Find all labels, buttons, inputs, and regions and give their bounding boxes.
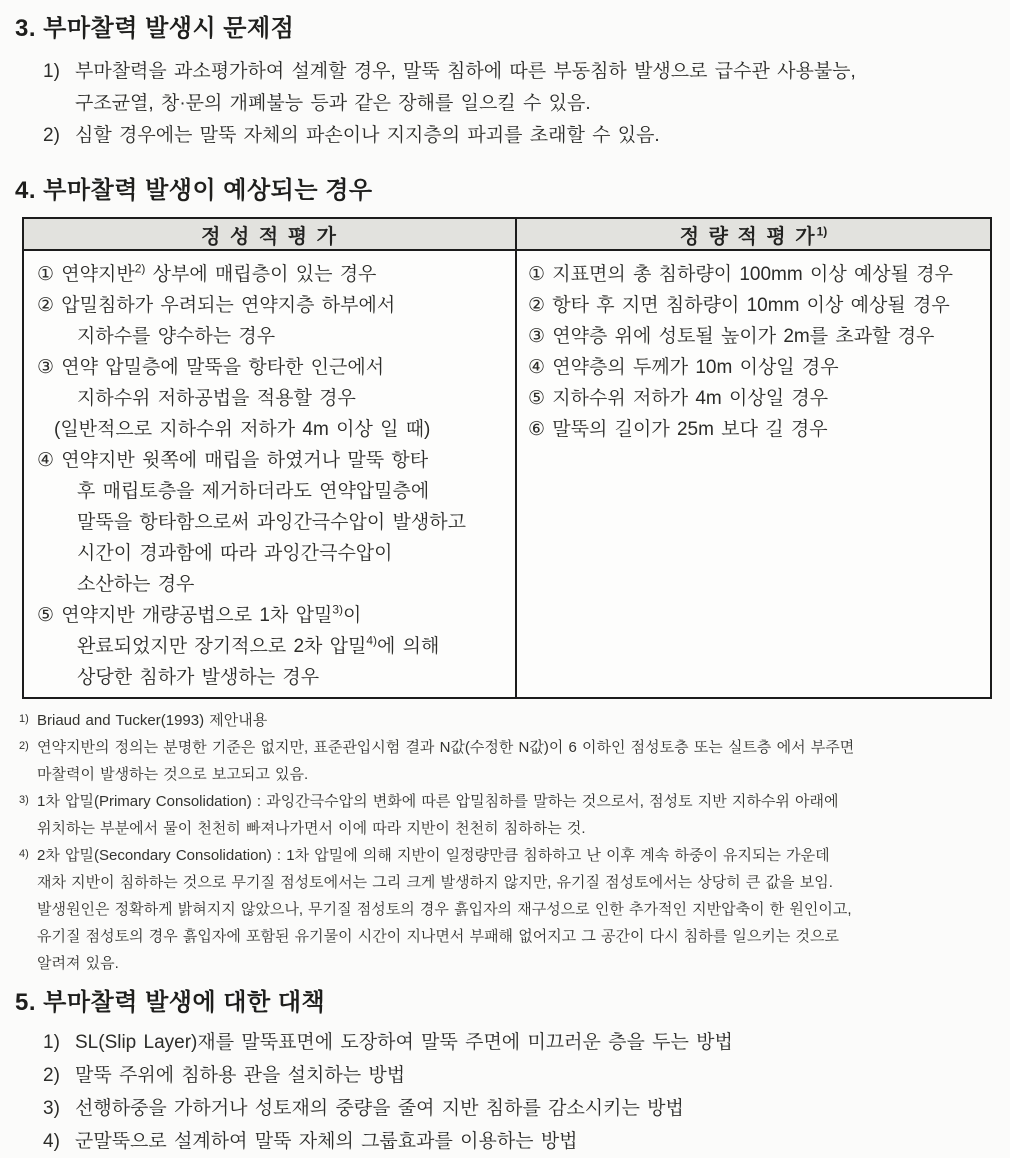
footnote-text: 재차 지반이 침하하는 것으로 무기질 점성토에서는 그리 크게 발생하지 않지만, 유기질 점성토에서는 상당히 큰 값을 보임. — [37, 874, 833, 891]
section-4-heading: 4. 부마찰력 발생이 예상되는 경우 — [15, 177, 373, 204]
table-row: 완료되었지만 장기적으로 2차 압밀$^{4)}$에 의해 — [77, 633, 440, 657]
footnote-line — [15, 842, 992, 869]
table-row: ① 연약지반$^{2)}$ 상부에 매립층이 있는 경우 — [37, 261, 377, 285]
line-marker: 4) — [43, 1131, 60, 1152]
line-text: 군말뚝으로 설계하여 말뚝 자체의 그룹효과를 이용하는 방법 — [75, 1131, 578, 1152]
quantitative-evaluation-header: 정 량 적 평 가$^{1)}$ — [516, 218, 991, 250]
table-row: ⑥ 말뚝의 길이가 25m 보다 길 경우 — [528, 419, 828, 440]
footnote-text: 연약지반의 정의는 분명한 기준은 없지만, 표준관입시험 결과 N값(수정한 N값)이 6 이하인 점성토층 또는 실트층 에서 부주면 — [37, 739, 855, 756]
line-marker: 1) — [43, 61, 60, 82]
footnote-line — [15, 896, 992, 923]
footnote-line — [15, 950, 992, 977]
footnote-text: 1차 압밀(Primary Consolidation) : 과잉간극수압의 변화에 따른 압밀침하를 말하는 것으로서, 점성토 지반 지하수위 아래에 — [37, 793, 839, 810]
table-row: ② 항타 후 지면 침하량이 10mm 이상 예상될 경우 — [528, 295, 950, 316]
section-3-list — [15, 56, 992, 152]
quantitative-evaluation-cell — [516, 250, 991, 698]
table-row: 후 매립토층을 제거하더라도 연약압밀층에 — [77, 481, 430, 502]
footnote-marker: 2) — [19, 740, 29, 752]
list-line — [15, 1092, 992, 1125]
table-row: ② 압밀침하가 우려되는 연약지층 하부에서 — [37, 295, 396, 316]
line-marker: 2) — [43, 125, 60, 146]
section-5-list — [15, 1026, 992, 1158]
footnote-line — [15, 923, 992, 950]
table-header-row — [23, 218, 991, 250]
list-line — [15, 56, 992, 88]
footnote-line — [15, 788, 992, 815]
list-line — [15, 1059, 992, 1092]
line-marker: 1) — [43, 1032, 60, 1053]
footnote-text: 발생원인은 정확하게 밝혀지지 않았으나, 무기질 점성토의 경우 흙입자의 재구성으로 인한 추가적인 지반압축이 한 원인이고, — [37, 901, 852, 918]
footnote-text: Briaud and Tucker(1993) 제안내용 — [37, 712, 268, 729]
footnote-line — [15, 869, 992, 896]
table-row: 지하수위 저하공법을 적용할 경우 — [77, 388, 356, 409]
table-row: ① 지표면의 총 침하량이 100mm 이상 예상될 경우 — [528, 264, 954, 285]
line-text: 구조균열, 창·문의 개폐불능 등과 같은 장해를 일으킬 수 있음. — [75, 93, 591, 114]
line-text: 심할 경우에는 말뚝 자체의 파손이나 지지층의 파괴를 초래할 수 있음. — [75, 125, 660, 146]
line-text: 부마찰력을 과소평가하여 설계할 경우, 말뚝 침하에 따른 부동침하 발생으로 급수관 사용불능, — [75, 61, 856, 82]
table-row: 시간이 경과함에 따라 과잉간극수압이 — [77, 543, 393, 564]
footnote-marker: 3) — [19, 794, 29, 806]
footnote-line — [15, 761, 992, 788]
list-line — [15, 88, 992, 120]
table-row: ④ 연약층의 두께가 10m 이상일 경우 — [528, 357, 839, 378]
table-row: 소산하는 경우 — [77, 574, 195, 595]
qualitative-items — [24, 251, 515, 697]
table-row: ⑤ 연약지반 개량공법으로 1차 압밀$^{3)}$이 — [37, 602, 362, 626]
footnote-text: 마찰력이 발생하는 것으로 보고되고 있음. — [37, 766, 309, 783]
line-text: 선행하중을 가하거나 성토재의 중량을 줄여 지반 침하를 감소시키는 방법 — [75, 1098, 684, 1119]
footnote-text: 알려져 있음. — [37, 955, 119, 972]
footnote-marker: 1) — [19, 713, 29, 725]
table-row: ④ 연약지반 윗쪽에 매립을 하였거나 말뚝 항타 — [37, 450, 429, 471]
table-row: 상당한 침하가 발생하는 경우 — [77, 667, 320, 688]
line-marker: 3) — [43, 1098, 60, 1119]
line-text: SL(Slip Layer)재를 말뚝표면에 도장하여 말뚝 주면에 미끄러운 층을 두는 방법 — [75, 1032, 733, 1053]
line-marker: 2) — [43, 1065, 60, 1086]
qualitative-evaluation-cell — [23, 250, 516, 698]
footnote-marker: 4) — [19, 848, 29, 860]
footnote-text: 2차 압밀(Secondary Consolidation) : 1차 압밀에 의해 지반이 일정량만큼 침하하고 난 이후 계속 하중이 유지되는 가운데 — [37, 847, 830, 864]
footnote-line — [15, 707, 992, 734]
footnote-line — [15, 815, 992, 842]
footnote-line — [15, 734, 992, 761]
evaluation-table — [22, 217, 992, 699]
table-row: 지하수를 양수하는 경우 — [77, 326, 276, 347]
section-5-heading: 5. 부마찰력 발생에 대한 대책 — [15, 989, 326, 1016]
list-line — [15, 120, 992, 152]
table-row: (일반적으로 지하수위 저하가 4m 이상 일 때) — [54, 419, 431, 440]
table-row: ③ 연약층 위에 성토될 높이가 2m를 초과할 경우 — [528, 326, 935, 347]
qualitative-evaluation-header: 정 성 적 평 가 — [23, 218, 516, 250]
table-body-row — [23, 250, 991, 698]
table-row: ⑤ 지하수위 저하가 4m 이상일 경우 — [528, 388, 829, 409]
list-line — [15, 1125, 992, 1158]
footnote-text: 위치하는 부분에서 물이 천천히 빠져나가면서 이에 따라 지반이 천천히 침하하는 것. — [37, 820, 586, 837]
table-row: 말뚝을 항타함으로써 과잉간극수압이 발생하고 — [77, 512, 466, 533]
list-line — [15, 1026, 992, 1059]
section-3-heading: 3. 부마찰력 발생시 문제점 — [15, 15, 295, 42]
line-text: 말뚝 주위에 침하용 관을 설치하는 방법 — [75, 1065, 406, 1086]
quantitative-items — [517, 251, 990, 449]
footnote-text: 유기질 점성토의 경우 흙입자에 포함된 유기물이 시간이 지나면서 부패해 없어지고 그 공간이 다시 침하를 일으키는 것으로 — [37, 928, 840, 945]
table-row: ③ 연약 압밀층에 말뚝을 항타한 인근에서 — [37, 357, 385, 378]
footnotes — [15, 707, 992, 977]
